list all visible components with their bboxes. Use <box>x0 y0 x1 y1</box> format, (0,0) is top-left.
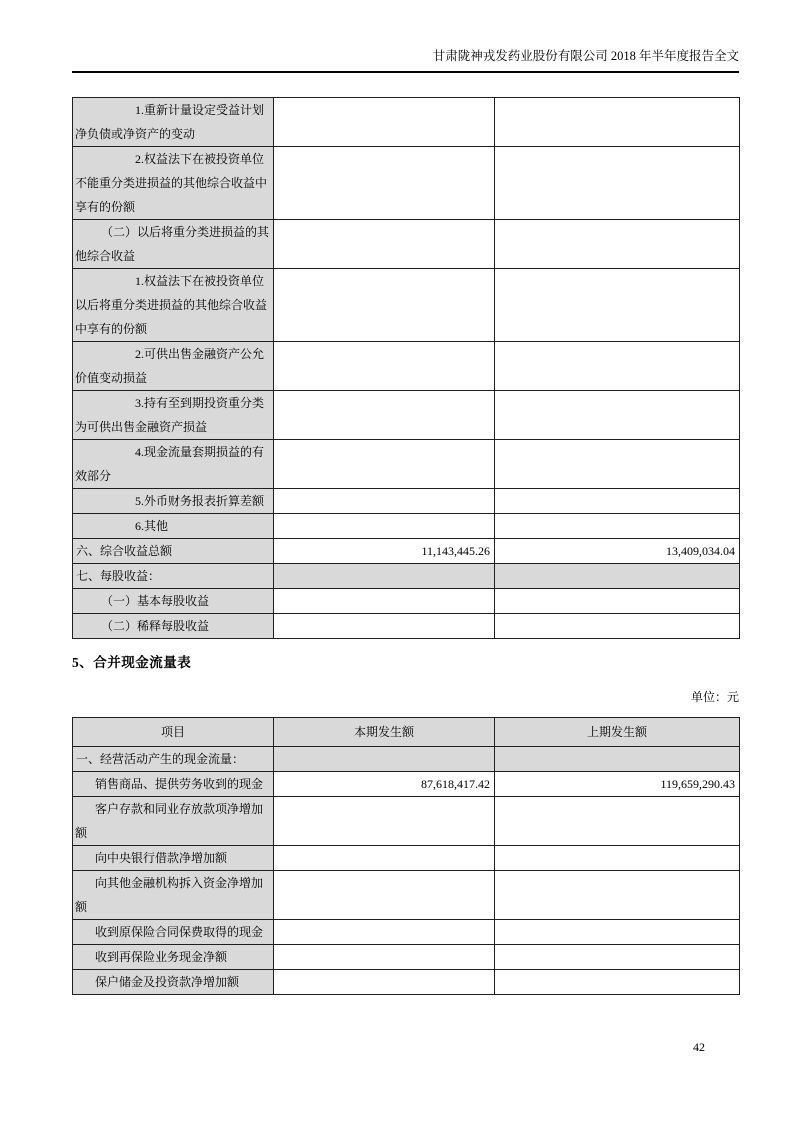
current-period-value-cell <box>274 589 495 614</box>
prior-period-value-cell <box>495 846 740 871</box>
row-label-cell: 收到再保险业务现金净额 <box>73 945 274 970</box>
prior-period-value-cell: 119,659,290.43 <box>495 772 740 797</box>
row-label-cell: 六、综合收益总额 <box>73 539 274 564</box>
current-period-value-cell <box>274 970 495 995</box>
row-label-cell: 1.权益法下在被投资单位以后将重分类进损益的其他综合收益中享有的份额 <box>73 269 274 342</box>
prior-period-value-cell <box>495 871 740 920</box>
current-period-value-cell <box>274 871 495 920</box>
current-period-value-cell <box>274 920 495 945</box>
row-label-cell: （一）基本每股收益 <box>73 589 274 614</box>
row-label-cell: 2.可供出售金融资产公允价值变动损益 <box>73 342 274 391</box>
current-period-value-cell <box>274 220 495 269</box>
prior-period-value-cell <box>495 614 740 639</box>
row-label-cell: 客户存款和同业存放款项净增加额 <box>73 797 274 846</box>
prior-period-value-cell <box>495 514 740 539</box>
current-period-value-cell <box>274 747 495 772</box>
row-label-cell: 收到原保险合同保费取得的现金 <box>73 920 274 945</box>
table-row <box>73 945 740 970</box>
prior-period-value-cell: 13,409,034.04 <box>495 539 740 564</box>
current-period-value-cell <box>274 391 495 440</box>
table-row <box>73 147 740 220</box>
column-header: 项目 <box>73 718 274 747</box>
current-period-value-cell <box>274 945 495 970</box>
comprehensive-income-table <box>72 97 740 639</box>
current-period-value-cell: 11,143,445.26 <box>274 539 495 564</box>
row-label-cell: 6.其他 <box>73 514 274 539</box>
row-label-cell: 向中央银行借款净增加额 <box>73 846 274 871</box>
header-rule <box>72 71 739 73</box>
row-label-cell: 5.外币财务报表折算差额 <box>73 489 274 514</box>
column-header: 本期发生额 <box>274 718 495 747</box>
current-period-value-cell <box>274 440 495 489</box>
report-header-title: 甘肃陇神戎发药业股份有限公司 2018 年半年度报告全文 <box>432 49 739 63</box>
table-row <box>73 920 740 945</box>
table-row <box>73 970 740 995</box>
prior-period-value-cell <box>495 489 740 514</box>
current-period-value-cell <box>274 797 495 846</box>
current-period-value-cell: 87,618,417.42 <box>274 772 495 797</box>
table-row <box>73 440 740 489</box>
row-label-cell: 4.现金流量套期损益的有效部分 <box>73 440 274 489</box>
table-row <box>73 589 740 614</box>
current-period-value-cell <box>274 98 495 147</box>
row-label-cell: 向其他金融机构拆入资金净增加额 <box>73 871 274 920</box>
table-row <box>73 391 740 440</box>
prior-period-value-cell <box>495 747 740 772</box>
row-label-cell: 2.权益法下在被投资单位不能重分类进损益的其他综合收益中享有的份额 <box>73 147 274 220</box>
row-label-cell: 保户储金及投资款净增加额 <box>73 970 274 995</box>
prior-period-value-cell <box>495 589 740 614</box>
current-period-value-cell <box>274 489 495 514</box>
row-label-cell: 3.持有至到期投资重分类为可供出售金融资产损益 <box>73 391 274 440</box>
row-label-cell: 销售商品、提供劳务收到的现金 <box>73 772 274 797</box>
table-row <box>73 342 740 391</box>
table-row <box>73 846 740 871</box>
column-header: 上期发生额 <box>495 718 740 747</box>
table-row <box>73 797 740 846</box>
page-number: 42 <box>693 1040 705 1054</box>
prior-period-value-cell <box>495 920 740 945</box>
prior-period-value-cell <box>495 391 740 440</box>
row-label-cell: （二）以后将重分类进损益的其他综合收益 <box>73 220 274 269</box>
table-header-row <box>73 718 740 747</box>
current-period-value-cell <box>274 846 495 871</box>
table-row <box>73 514 740 539</box>
prior-period-value-cell <box>495 342 740 391</box>
prior-period-value-cell <box>495 147 740 220</box>
row-label-cell: 一、经营活动产生的现金流量： <box>73 747 274 772</box>
current-period-value-cell <box>274 514 495 539</box>
row-label-cell: 1.重新计量设定受益计划净负债或净资产的变动 <box>73 98 274 147</box>
current-period-value-cell <box>274 342 495 391</box>
current-period-value-cell <box>274 564 495 589</box>
table-row <box>73 539 740 564</box>
table-row <box>73 269 740 342</box>
current-period-value-cell <box>274 147 495 220</box>
prior-period-value-cell <box>495 970 740 995</box>
table-row <box>73 614 740 639</box>
table-row <box>73 564 740 589</box>
current-period-value-cell <box>274 269 495 342</box>
table-row <box>73 772 740 797</box>
prior-period-value-cell <box>495 269 740 342</box>
table-row <box>73 98 740 147</box>
unit-label: 单位：元 <box>690 690 739 704</box>
table-row <box>73 871 740 920</box>
prior-period-value-cell <box>495 220 740 269</box>
row-label-cell: 七、每股收益： <box>73 564 274 589</box>
prior-period-value-cell <box>495 564 740 589</box>
table-row <box>73 747 740 772</box>
section-title-cash-flow: 5、合并现金流量表 <box>72 655 192 670</box>
cash-flow-table <box>72 717 740 995</box>
row-label-cell: （二）稀释每股收益 <box>73 614 274 639</box>
current-period-value-cell <box>274 614 495 639</box>
prior-period-value-cell <box>495 440 740 489</box>
prior-period-value-cell <box>495 797 740 846</box>
table-row <box>73 489 740 514</box>
prior-period-value-cell <box>495 98 740 147</box>
table-row <box>73 220 740 269</box>
prior-period-value-cell <box>495 945 740 970</box>
